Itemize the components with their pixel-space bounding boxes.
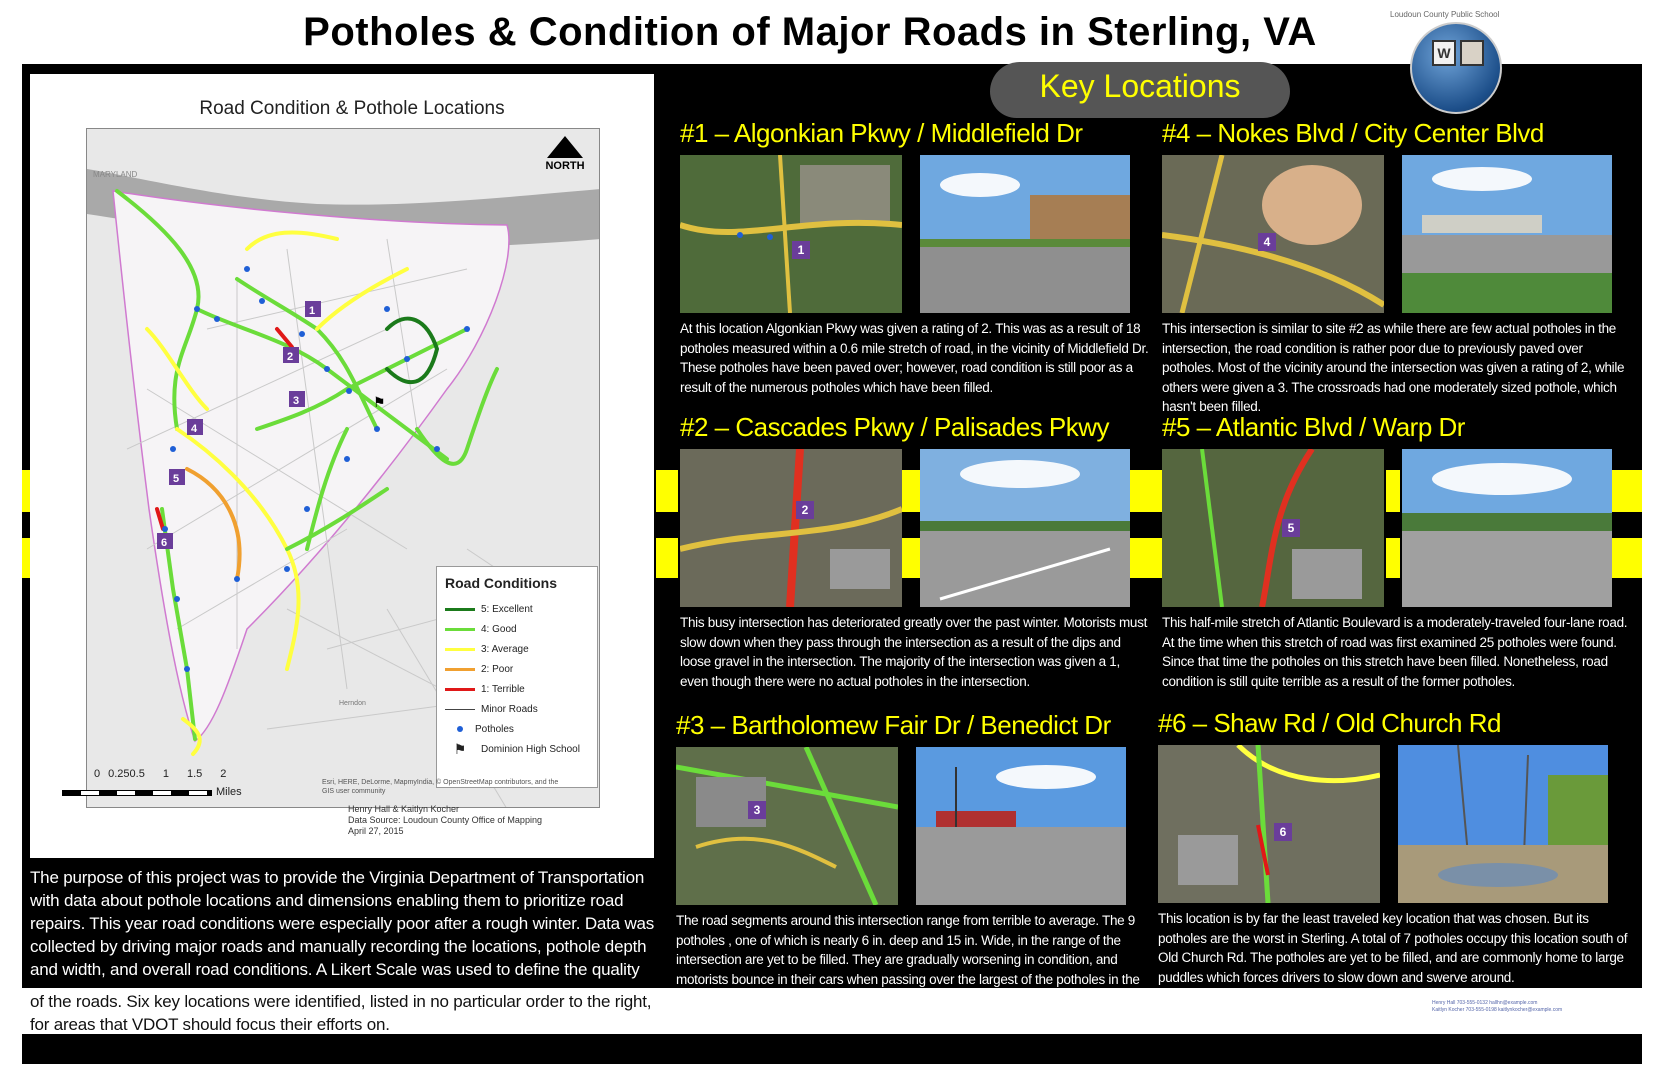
scale-unit: Miles [216,786,242,798]
scale-bar-graphic [62,790,212,796]
legend-item [445,619,589,639]
credits-authors: Henry Hall & Kaitlyn Kocher [348,804,460,814]
map-site-5: 5 [173,473,180,485]
site-badge: 1 [792,241,810,259]
street-photo [916,747,1126,905]
street-photo [1402,449,1612,607]
legend-label: 5: Excellent [481,603,533,615]
scale-tick: 1 [162,768,169,780]
map-site-2: 2 [287,351,294,363]
school-flag-icon: ⚑ [373,394,386,410]
site-1 [680,118,1150,397]
map-site-3: 3 [293,395,300,407]
legend-item [445,599,589,619]
map-panel [30,74,654,858]
legend-label: 4: Good [481,623,517,635]
intro-tail-text: of the roads. Six key locations were identified, listed in no particular order to the right, for areas that VDOT should focus their efforts on. [30,992,652,1034]
scale-tick: 2 [220,768,227,780]
contact-line: Henry Hall 703-555-0132 hallhn@example.com [1432,1000,1538,1006]
site-5 [1162,412,1632,691]
credits-source: Data Source: Loudoun County Office of Mapping [348,815,542,825]
north-arrow [540,136,590,172]
site-heading: #6 – Shaw Rd / Old Church Rd [1158,708,1501,738]
map-title: Road Condition & Pothole Locations [199,98,505,119]
site-description: At this location Algonkian Pkwy was given a rating of 2. This was as a result of 18 potholes measured within a 0.6 mile stretch of road, in the vicinity of Middlefield Dr. These potholes have been paved over; however, road condition is still poor as a result of the numerous potholes which have been filled. [680,321,1149,395]
street-photo [920,449,1130,607]
site-badge: 6 [1274,823,1292,841]
map-legend [436,566,598,788]
scale-tick: 1.5 [186,768,203,780]
site-2 [680,412,1150,691]
site-description: This busy intersection has deteriorated greatly over the past winter. Motorists must slow down when they pass through the intersection as a result of the dips and loose gravel in the intersection. The majority of the intersection was given a 1, even though there were no actual potholes in the intersection. [680,615,1148,689]
aerial-image [680,449,902,607]
legend-item [445,639,589,659]
school-label: Loudoun County Public School [1390,10,1500,19]
map-attribution: Esri, HERE, DeLorme, MapmyIndia, © OpenStreetMap contributors, and the GIS user community [322,779,559,795]
site-description: The road segments around this intersection range from terrible to average. The 9 potholes , one of which is nearly 6 in. deep and 15 in. Wide, in the range of the intersection are yet to be filled. They are gradually worsening in condition, and motorists bounce in their cars when passing over the largest of the potholes in the intersection. [676,913,1140,1006]
legend-label: Minor Roads [481,703,538,715]
school-logo [1410,22,1502,114]
legend-label: Potholes [475,723,514,735]
site-description: This location is by far the least traveled key location that was chosen. But its potholes are the worst in Sterling. A total of 7 potholes occupy this location south of Old Church Rd. The potholes are yet to be filled, and are commonly home to large puddles which forces drivers to slow down and swerve around. [1158,911,1628,985]
state-label: MARYLAND [93,170,138,179]
intro-text: The purpose of this project was to provide the Virginia Department of Transportation with data about pothole locations and dimensions enabling them to prioritize road repairs. This year road conditions were especially poor after a rough winter. Data was collected by driving major roads and manually recording the locations, pothole depth and width, and overall road conditions. A Likert Scale was used to define the quality [30,868,655,979]
north-label: NORTH [545,160,585,172]
site-heading: #1 – Algonkian Pkwy / Middlefield Dr [680,118,1083,148]
town-label: Herndon [339,700,366,707]
crest-icon [1460,40,1484,66]
map-site-4: 4 [191,423,198,435]
legend-item [445,739,589,759]
legend-label: 1: Terrible [481,683,525,695]
poster-title: Potholes & Condition of Major Roads in Sterling, VA [303,10,1317,54]
legend-item [445,719,589,739]
aerial-image [680,155,902,313]
site-heading: #5 – Atlantic Blvd / Warp Dr [1162,412,1465,442]
legend-label: 2: Poor [481,663,514,675]
site-badge: 3 [748,801,766,819]
legend-title: Road Conditions [445,575,557,591]
street-photo [1398,745,1608,903]
site-badge: 2 [796,501,814,519]
legend-label: Dominion High School [481,743,580,755]
flag-icon: ⚑ [453,741,467,757]
key-locations-heading: Key Locations [1039,68,1241,104]
legend-item [445,679,589,699]
scale-tick: 0 [94,768,101,780]
aerial-image [676,747,898,905]
legend-label: 3: Average [481,643,529,655]
site-description: This intersection is similar to site #2 as while there are few actual potholes in the intersection, the road condition is rather poor due to previously paved over potholes. Most of the vicinity around the intersection was given a rating of 2, while others were given a 3. The crossroads had one moderately sized pothole, which hasn't been filled. [1162,321,1625,414]
scale-bar [94,768,294,780]
map-site-1: 1 [309,305,316,317]
site-description: This half-mile stretch of Atlantic Boulevard is a moderately-traveled four-lane road. At the time when this stretch of road was first examined 25 potholes were found. Since that time the potholes on this stretch have been filled. Nonetheless, road condition is still quite terrible as a result of the former potholes. [1162,615,1628,689]
site-badge: 4 [1258,233,1276,251]
contact-line: Kaitlyn Kocher 703-555-0198 kaitlynkocher@example.com [1432,1007,1563,1013]
pothole-dot-icon [457,726,463,732]
contact-info [1432,1000,1562,1014]
map-site-6: 6 [161,537,168,549]
site-heading: #3 – Bartholomew Fair Dr / Benedict Dr [676,710,1111,740]
site-4 [1162,118,1632,417]
scale-tick: 0.250.5 [108,768,145,780]
credits-date: April 27, 2015 [348,826,404,836]
legend-item [445,699,589,719]
site-3 [676,710,1146,1009]
aerial-image [1162,155,1384,313]
site-6 [1158,708,1628,987]
aerial-image [1162,449,1384,607]
site-heading: #4 – Nokes Blvd / City Center Blvd [1162,118,1544,148]
aerial-image [1158,745,1380,903]
map-credits [348,804,542,837]
street-photo [1402,155,1612,313]
site-badge: 5 [1282,519,1300,537]
site-heading: #2 – Cascades Pkwy / Palisades Pkwy [680,412,1110,442]
shield-icon: W [1432,40,1456,66]
legend-item [445,659,589,679]
north-arrow-icon [547,136,583,158]
street-photo [920,155,1130,313]
